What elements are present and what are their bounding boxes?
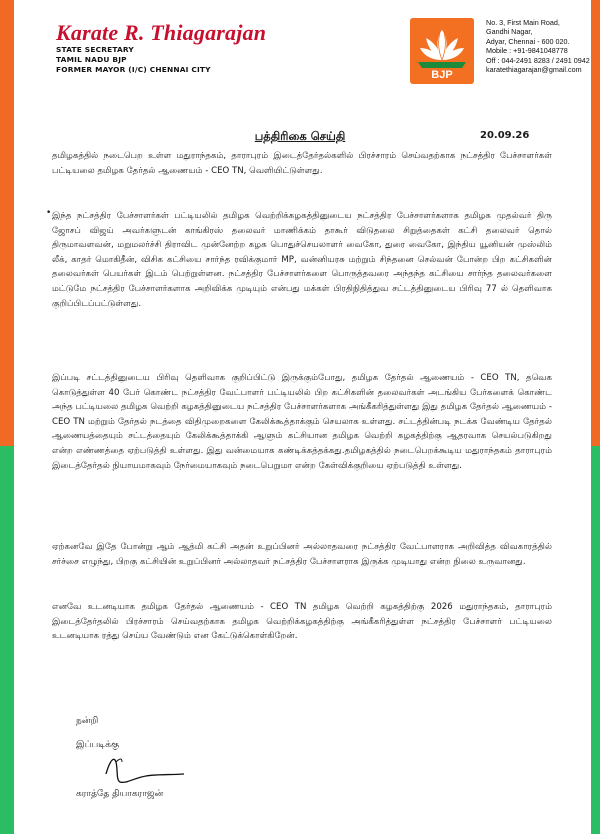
press-release-title: பத்திரிகை செய்தி [254, 129, 346, 143]
address-office-phone: Off : 044-2491 8283 / 2491 0942 [486, 55, 590, 65]
green-border-left [0, 446, 14, 834]
logo-text: BJP [431, 69, 453, 81]
closing-thanks: நன்றி [76, 716, 99, 726]
paragraph-2: இந்த நட்சத்திர பேச்சாளர்கள் பட்டியலில் தமிழக வெற்றிக்கழகத்தினுடைய நட்சத்திர பேச்சாளர்களாக தமிழக முதல்வர் திரு ஜோசப் விஜய் அவர்களுடன் காங்கிரஸ் தலைவர் மாணிக்கம் தாகூர் விடுதலை சிறுத்தைகள் கட்சி தலைவர் தொல் திருமாவளவன், மறுமலர்ச்சி திராவிட முன்னேற்ற கழக பொதுச்செயலாளர் வைகோ, துரை வைகோ, இந்திய யூனியன் முஸ்லிம் லீக், காதர் மொகிதீன், விசிக கட்சியை சார்ந்த ரவிக்குமார் MP, வன்னியரசு மற்றும் சிந்தனை செல்வன் போன்ற பிற கட்சிகளின் தலைவர்கள் பெயர்கள் இடம் பெற்றுள்ளன. நட்சத்திர பேச்சாளர்களை பொருத்தவரை அந்தந்த கட்சியை சார்ந்த தலைவர்களை மட்டுமே நட்சத்திர பேச்சாளர்களாக அறிவிக்க முடியும் என்பது மக்கள் பிரதிநிதித்துவ சட்டத்தினுடைய பிரிவு 77 ல் தெளிவாக குறிப்பிடப்பட்டுள்ளது. [52, 211, 552, 309]
saffron-border-left [0, 0, 14, 446]
green-border-right [591, 446, 600, 834]
address-line-2: Gandhi Nagar, [486, 27, 533, 37]
contact-address [486, 18, 596, 74]
handwritten-signature [100, 752, 190, 786]
address-line-1: No. 3, First Main Road, [486, 18, 560, 27]
letterhead-name: Karate R. Thiagarajan [56, 20, 267, 45]
paragraph-3: இப்படி சட்டத்தினுடைய பிரிவு தெளிவாக குறிப்பிட்டு இருக்கும்போது, தமிழக தேர்தல் ஆணையம் - CEO TN, தவெக கொடுத்துள்ள 40 பேர் கொண்ட நட்சத்திர வேட்பாளர் பட்டியலில் பிற கட்சிகளின் தலைவர்கள் அடங்கிய பேர்களைக் கொண்ட அந்த பட்டியலை தமிழக வெற்றி கழகத்தினுடைய நட்சத்திர பேச்சாளர்களாக அங்கீகரித்துள்ளது இது தமிழக தேர்தல் ஆணையம் - CEO TN மற்றும் தேர்தல் நடத்தை விதிமுறைகளை கேலிக்கூத்தாக்கும் செயலாக உள்ளது. சட்டத்தின்படி நடக்க வேண்டிய தேர்தல் ஆணையத்தையும் சட்டத்தையும் கேலிக்கூத்தாக்கி ஆளும் கட்சியான தமிழக வெற்றி கழகத்திற்கு ஆதரவாக செயல்படுகிறது என்ற எண்ணத்தை ஏற்படுத்தி உள்ளது. இது வன்மையாக கண்டிக்கத்தக்கது.தமிழகத்தில் நடைபெறக்கூடிய மதுராந்தகம் தாராபுரம் இடைத்தேர்தல் நியாயமாகவும் நேர்மையாகவும் நடைபெறுமா என்ற கேள்விக்குறியை ஏற்படுத்தி உள்ளது. [52, 373, 552, 471]
paragraph-5: எனவே உடனடியாக தமிழக தேர்தல் ஆணையம் - CEO TN தமிழக வெற்றி கழகத்திற்கு 2026 மதுராந்தகம், தாராபுரம் இடைத்தேர்தலில் பிரச்சாரம் செய்வதற்காக தமிழக வெற்றிக்கழகத்திற்கு அங்கீகரித்துள்ள நட்சத்திர பேச்சாளர் பட்டியலை உடனடியாக ரத்து செய்ய வேண்டும் என கேட்டுக்கொள்கிறேன். [52, 602, 552, 642]
bullet-mark: • [46, 208, 52, 218]
letter-date: 20.09.26 [480, 130, 530, 141]
signatory-name: கராத்தே தியாகராஜன் [76, 789, 164, 799]
paragraph-1: தமிழகத்தில் நடைபெற உள்ள மதுராந்தகம், தாராபுரம் இடைத்தேர்தல்களில் பிரச்சாரம் செய்வதற்காக நட்சத்திர பேச்சாளர்கள் பட்டியலை தமிழக தேர்தல் ஆணையம் - CEO TN, வெளியிட்டுள்ளது. [52, 151, 552, 176]
address-line-3: Adyar, Chennai - 600 020. [486, 36, 570, 46]
address-email: karatethiagarajan@gmail.com [486, 65, 582, 75]
letterhead-designation: STATE SECRETARY [56, 45, 134, 54]
paragraph-4: ஏற்கனவே இதே போன்று ஆம் ஆத்மி கட்சி அதன் உறுப்பினர் அல்லாதவரை நட்சத்திர வேட்பாளராக அறிவித்த விவகாரத்தில் சர்ச்சை எழுந்து, பிறகு கட்சியின் உறுப்பினர் அல்லாதவர் நட்சத்திர பேச்சாளராக இருக்க முடியாது என்ற நிலை உருவானது. [52, 542, 552, 567]
letterhead-party: TAMIL NADU BJP [56, 55, 127, 64]
closing-regards: இப்படிக்கு [76, 740, 120, 750]
letterhead-former-role: FORMER MAYOR (I/C) CHENNAI CITY [56, 65, 211, 74]
address-mobile: Mobile : +91-9841048778 [486, 46, 568, 56]
bjp-logo [410, 18, 474, 84]
